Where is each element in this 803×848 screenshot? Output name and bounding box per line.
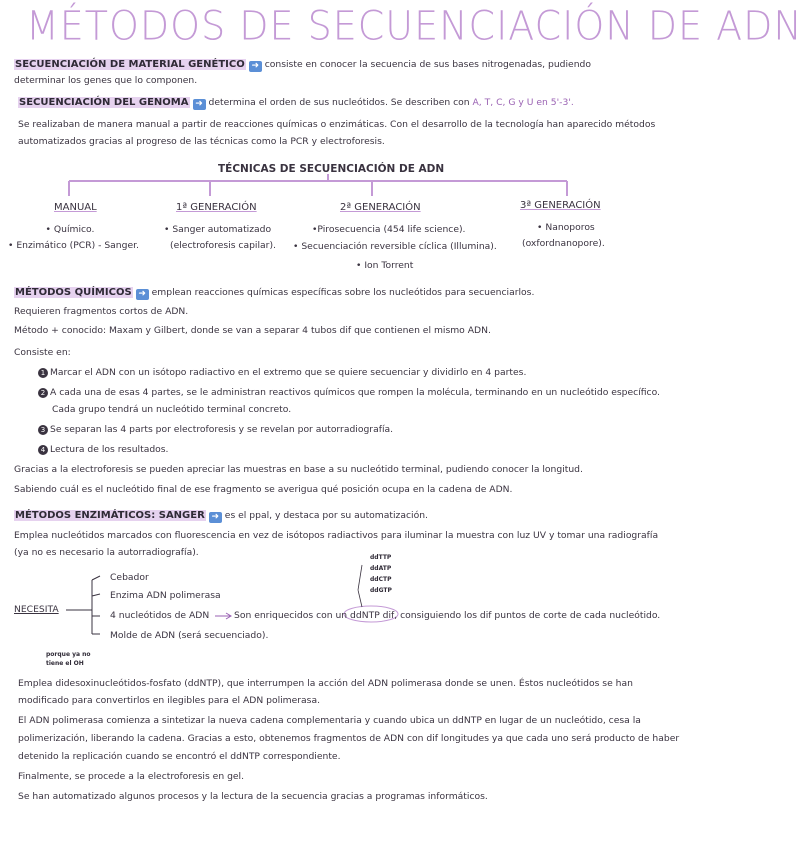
enz-text-4: El ADN polimerasa comienza a sintetizar la nueva cadena complementaria y cuando ubica un ddNTP en lugar de un nucleótido, cesa la [18, 715, 641, 726]
branch-manual-item: • Químico. [45, 224, 95, 235]
chem-text-5: Gracias a la electroforesis se pueden apreciar las muestras en base a su nucleótido terminal, pudiendo conocer la longitud. [14, 464, 583, 475]
branch-gen2-item: •Pirosecuencia (454 life science). [312, 224, 466, 235]
branch-gen1-item: • Sanger automatizado [164, 224, 272, 235]
step-number-badge: 4 [38, 445, 48, 455]
needs-item: Molde de ADN (será secuenciado). [110, 630, 269, 641]
enz-text-3: Emplea didesoxinucleótidos-fosfato (ddNTP), que interrumpen la acción del ADN polimerasa donde se unen. Éstos nucleótidos se han [18, 678, 633, 689]
heading-metodos-enzimaticos: MÉTODOS ENZIMÁTICOS: SANGER [15, 510, 205, 521]
chem-text-1: emplean reacciones químicas específicas sobre los nucleótidos para secuenciarlos. [151, 287, 535, 298]
intro-text-3: Se realizaban de manera manual a partir de reacciones químicas o enzimáticas. Con el desarrollo de la tecnología han aparecido métodos [18, 119, 656, 130]
branch-gen2-item: • Ion Torrent [356, 260, 414, 271]
branch-manual: MANUAL [54, 202, 97, 213]
branch-gen3-item: • Nanoporos [537, 222, 595, 233]
step-number-badge: 2 [38, 388, 48, 398]
intro-text-2: determina el orden de sus nucleótidos. Se describen con [208, 97, 470, 108]
chem-step-continuation: Cada grupo tendrá un nucleótido terminal concreto. [52, 404, 292, 415]
branch-gen2-item: • Secuenciación reversible cíclica (Illumina). [293, 241, 497, 252]
step-number-badge: 3 [38, 425, 48, 435]
bases-text: A, T, C, G y U en 5'-3'. [472, 97, 574, 108]
heading-material-genetico: SECUENCIACIÓN DE MATERIAL GENÉTICO [15, 59, 245, 70]
branch-gen1-item: (electroforesis capilar). [170, 240, 276, 251]
hand-note: porque ya no [46, 651, 91, 658]
intro-text-3b: automatizados gracias al progreso de las técnicas como la PCR y electroforesis. [18, 136, 385, 147]
needs-item: Cebador [110, 572, 149, 583]
ddntp-item: ddCTP [370, 576, 392, 583]
enz-text-4b: polimerización, liberando la cadena. Gracias a esto, obtenemos fragmentos de ADN con dif longitudes ya que cada uno será producto de haber [18, 733, 680, 744]
tree-title: TÉCNICAS DE SECUENCIACIÓN DE ADN [218, 163, 445, 175]
branch-gen1: 1ª GENERACIÓN [176, 202, 257, 213]
ddntp-item: ddTTP [370, 554, 392, 561]
heading-metodos-quimicos: MÉTODOS QUÍMICOS [15, 287, 132, 298]
arrow-right-icon: ➜ [209, 512, 222, 523]
hand-note: tiene el OH [46, 660, 84, 667]
enz-text-4c: detenido la replicación cuando se encontró el ddNTP correspondiente. [18, 751, 341, 762]
ddntp-item: ddATP [370, 565, 392, 572]
chem-text-3: Método + conocido: Maxam y Gilbert, donde se van a separar 4 tubos dif que contienen el mismo ADN. [14, 325, 491, 336]
step-text: Se separan las 4 parts por electroforesis y se revelan por autorradiografía. [50, 424, 394, 435]
enz-text-5: Finalmente, se procede a la electroforesis en gel. [18, 771, 245, 782]
page-title: MÉTODOS DE SECUENCIACIÓN DE ADN [26, 2, 803, 50]
branch-gen3: 3ª GENERACIÓN [520, 200, 601, 211]
intro-text-1: consiste en conocer la secuencia de sus bases nitrogenadas, pudiendo [264, 59, 591, 70]
arrow-right-icon: ➜ [249, 61, 262, 72]
arrow-right-icon: ➜ [136, 289, 149, 300]
enriched-text: Son enriquecidos con un ddNTP dif, consiguiendo los dif puntos de corte de cada nucleótido. [234, 610, 661, 621]
chem-text-2: Requieren fragmentos cortos de ADN. [14, 306, 189, 317]
heading-genoma: SECUENCIACIÓN DEL GENOMA [19, 97, 189, 108]
enz-text-2: Emplea nucleótidos marcados con fluorescencia en vez de isótopos radiactivos para iluminar la muestra con luz UV y tomar una radiografía [14, 530, 659, 541]
needs-label: NECESITA [14, 604, 59, 615]
ddntp-item: ddGTP [370, 587, 392, 594]
step-text: A cada una de esas 4 partes, se le administran reactivos químicos que rompen la molécula, terminando en un nucleótido específico. [50, 387, 660, 398]
enz-text-3b: modificado para convertirlos en ilegibles para el ADN polimerasa. [18, 695, 321, 706]
branch-gen3-item: (oxfordnanopore). [522, 238, 605, 249]
enz-text-1: es el ppal, y destaca por su automatización. [224, 510, 428, 521]
branch-manual-item: • Enzimático (PCR) - Sanger. [8, 240, 139, 251]
branch-gen2: 2ª GENERACIÓN [340, 202, 421, 213]
intro-text-1b: determinar los genes que lo componen. [14, 75, 198, 86]
step-text: Lectura de los resultados. [50, 444, 169, 455]
enz-text-6: Se han automatizado algunos procesos y la lectura de la secuencia gracias a programas informáticos. [18, 791, 488, 802]
chem-text-4: Consiste en: [14, 347, 71, 358]
step-number-badge: 1 [38, 368, 48, 378]
enz-text-2b: (ya no es necesario la autorradiografía). [14, 547, 199, 558]
needs-item: 4 nucleótidos de ADN [110, 610, 210, 621]
needs-item: Enzima ADN polimerasa [110, 590, 221, 601]
arrow-right-icon: ➜ [193, 99, 206, 110]
step-text: Marcar el ADN con un isótopo radiactivo en el extremo que se quiere secuenciar y dividirlo en 4 partes. [50, 367, 527, 378]
chem-text-6: Sabiendo cuál es el nucleótido final de ese fragmento se averigua qué posición ocupa en la cadena de ADN. [14, 484, 513, 495]
